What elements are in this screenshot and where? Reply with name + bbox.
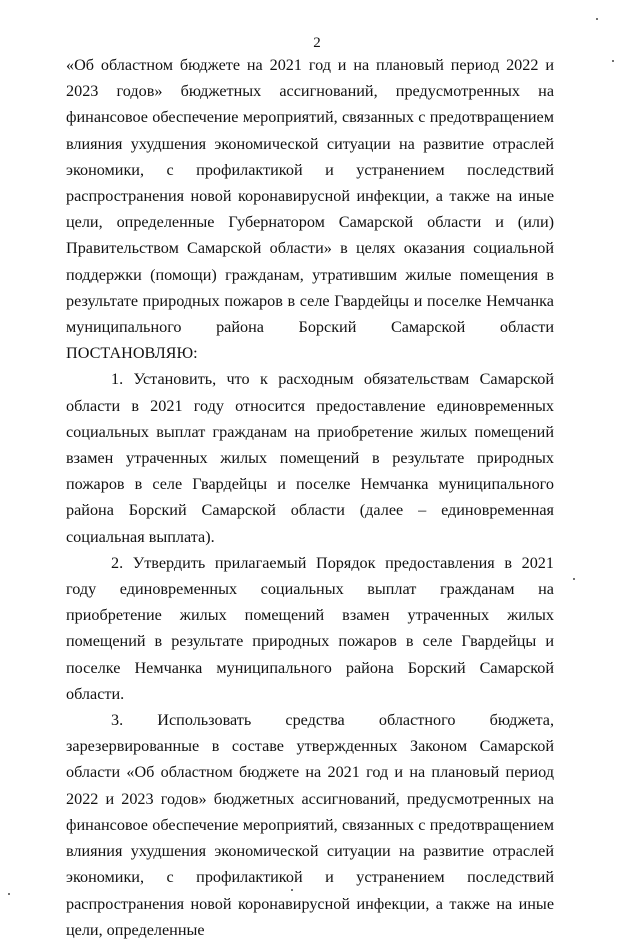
scan-speck — [8, 893, 10, 895]
scan-speck — [612, 60, 614, 62]
clause-1-paragraph: 1. Установить, что к расходным обязательствам Самарской области в 2021 году относится предоставление единовременных социальных выплат гражданам на приобретение жилых помещений взамен утраченных жилых помещений в результате природных пожаров в селе Гвардейцы и поселке Немчанка муниципального района Борский Самарской области (далее – единовременная социальная выплата). — [66, 370, 554, 546]
clause-2-paragraph: 2. Утвердить прилагаемый Порядок предоставления в 2021 году единовременных социальных выплат гражданам на приобретение жилых помещений взамен утраченных жилых помещений в результате природных пожаров в селе Гвардейцы и поселке Немчанка муниципального района Борский Самарской области. — [66, 553, 554, 703]
scan-speck — [291, 889, 293, 891]
scan-speck — [596, 18, 598, 20]
scan-speck — [573, 578, 575, 580]
document-body — [66, 52, 554, 943]
page-number: 2 — [313, 35, 321, 51]
intro-paragraph: «Об областном бюджете на 2021 год и на плановый период 2022 и 2023 годов» бюджетных ассигнований, предусмотренных на финансовое обеспечение мероприятий, связанных с предотвращением влияния ухудшения экономической ситуации на развитие отраслей экономики, с профилактикой и устранением последствий распространения новой коронавирусной инфекции, а также на иные цели, определенные Губернатором Самарской области и (или) Правительством Самарской области» в целях оказания социальной поддержки (помощи) гражданам, утратившим жилые помещения в результате природных пожаров в селе Гвардейцы и поселке Немчанка муниципального района Борский Самарской области ПОСТАНОВЛЯЮ: — [66, 56, 554, 363]
clause-3-paragraph: 3. Использовать средства областного бюджета, зарезервированные в составе утвержденных Законом Самарской области «Об областном бюджете на 2021 год и на плановый период 2022 и 2023 годов» бюджетных ассигнований, предусмотренных на финансовое обеспечение мероприятий, связанных с предотвращением влияния ухудшения экономической ситуации на развитие отраслей экономики, с профилактикой и устранением последствий распространения новой коронавирусной инфекции, а также на иные цели, определенные — [66, 711, 554, 939]
